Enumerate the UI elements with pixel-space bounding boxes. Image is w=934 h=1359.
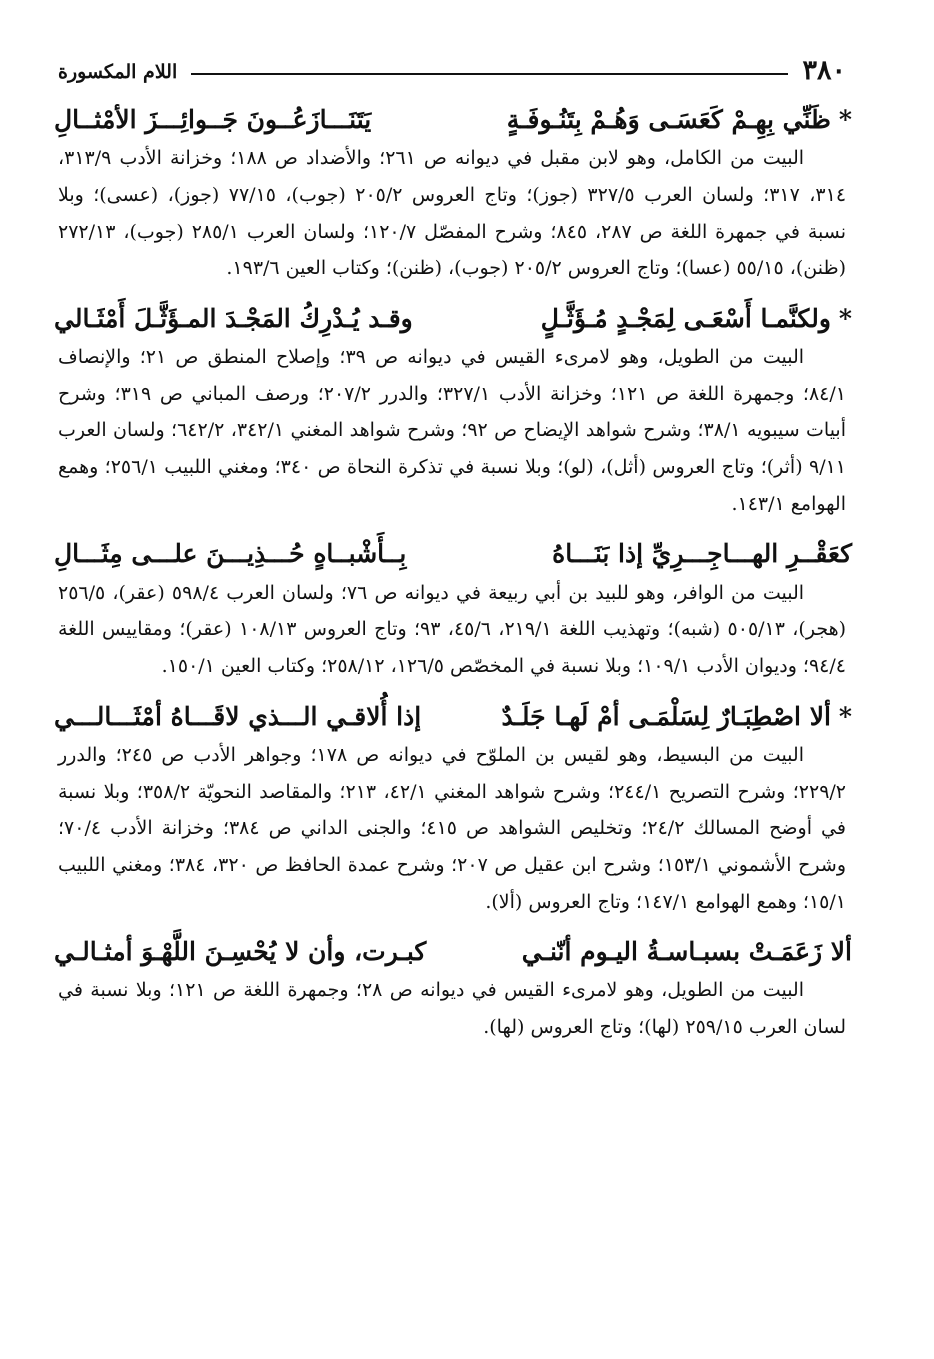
first-hemistich: *ألا اصْطِبَـارٌ لِسَلْمَـى أمْ لَهـا جَلَـدٌ: [501, 701, 852, 731]
second-hemistich: يَتَنَـــازَعُــونَ جَــوائِـــزَ الأمْثــالِ: [54, 105, 372, 134]
verse-line: [54, 699, 852, 735]
running-title: اللام المكسورة: [58, 61, 178, 83]
verse-commentary: البيت من الكامل، وهو لابن مقبل في ديوانه ص ٢٦١؛ والأضداد ص ١٨٨؛ وخزانة الأدب ٣١٣/٩، ٣١٤، ٣١٧؛ ولسان العرب ٣٢٧/٥ (جوز)؛ وتاج العروس ٢٠٥/٢ (جوب)، ٧٧/١٥ (جوز)، (عسى)؛ وبلا نسبة في جمهرة اللغة ص ٢٨٧، ٨٤٥؛ وشرح المفصّل ١٢٠/٧؛ ولسان العرب ٢٨٥/١ (جوب)، ٢٧٢/١٣ (ظنن)، ٥٥/١٥ (عسا)؛ وتاج العروس ٢٠٥/٢ (جوب)، (ظنن)؛ وكتاب العين ١٩٣/٦.: [58, 147, 847, 280]
verse-line: [54, 934, 852, 970]
second-hemistich: إذا أُلاقـي الـــذي لاقَـــاهُ أمْثَـــالـــي: [54, 701, 422, 731]
second-hemistich: وقـد يُـدْرِكُ المَجْـدَ المـؤَثَّـلَ أَمْثَـالي: [54, 303, 413, 333]
star-marker: *: [838, 105, 852, 134]
header-rule: [191, 73, 788, 75]
verse-line: [54, 536, 852, 572]
verse-entry-3: [54, 536, 852, 684]
star-marker: *: [838, 303, 852, 333]
second-hemistich: كبـرت، وأن لا يُحْسِـنَ اللَّهْـوَ أمثـالـي: [54, 937, 427, 967]
verse-entry-4: [54, 699, 852, 921]
verse-line: [54, 301, 852, 337]
verse-line: [54, 102, 852, 138]
verse-commentary: البيت من الطويل، وهو لامرىء القيس في ديوانه ص ٣٩؛ وإصلاح المنطق ص ٢١؛ والإنصاف ٨٤/١؛ وجمهرة اللغة ص ١٢١؛ وخزانة الأدب ٣٢٧/١؛ والدرر ٢٠٧/٢؛ ورصف المباني ص ٣١٩؛ وشرح أبيات سيبويه ٣٨/١؛ وشرح شواهد الإيضاح ص ٩٢؛ وشرح شواهد المغني ٣٤٢/١، ٦٤٢/٢؛ ولسان العرب ٩/١١ (أثر)؛ وتاج العروس (أثل)، (لو)؛ وبلا نسبة في تذكرة النحاة ص ٣٤٠؛ ومغني اللبيب ٢٥٦/١؛ وهمع الهوامع ١٤٣/١.: [58, 346, 847, 515]
verse-entry-1: [54, 102, 852, 287]
first-hemistich: *ولكنَّمـا أَسْعَـى لِمَجْـدٍ مُـؤَثَّـلٍ: [540, 303, 852, 333]
verse-commentary: البيت من الطويل، وهو لامرىء القيس في ديوانه ص ٢٨؛ وجمهرة اللغة ص ١٢١؛ وبلا نسبة في لسان العرب ٢٥٩/١٥ (لها)؛ وتاج العروس (لها).: [58, 979, 846, 1039]
first-hemistich: *ظَنِّي بِهِـمْ كَعَسَـى وَهُـمْ بِتَنُـوفَـةٍ: [506, 105, 852, 134]
verse-entry-5: [54, 934, 852, 1046]
verse-commentary: البيت من الوافر، وهو للبيد بن أبي ربيعة في ديوانه ص ٧٦؛ ولسان العرب ٥٩٨/٤ (عقر)، ٢٥٦/٥ (هجر)، ٥٠٥/١٣ (شبه)؛ وتهذيب اللغة ٢١٩/١، ٤٥/٦، ٩٣؛ وتاج العروس ١٠٨/١٣ (عقر)؛ ومقاييس اللغة ٩٤/٤؛ وديوان الأدب ١٠٩/١؛ وبلا نسبة في المخصّص ١٢٦/٥، ٢٥٨/١٢؛ وكتاب العين ١٥٠/١.: [58, 581, 847, 677]
first-hemistich: كعَقْــرِ الهـــاجِـــرِيِّ إذا بَنَـــاهُ: [552, 539, 852, 569]
verse-commentary: البيت من البسيط، وهو لقيس بن الملوّح في ديوانه ص ١٧٨؛ وجواهر الأدب ص ٢٤٥؛ والدرر ٢٢٩/٢؛ وشرح التصريح ٢٤٤/١؛ وشرح شواهد المغني ٤٢/١، ٢١٣؛ والمقاصد النحويّة ٣٥٨/٢؛ وبلا نسبة في أوضح المسالك ٢٤/٢؛ وتخليص الشواهد ص ٤١٥؛ والجنى الداني ص ٣٨٤؛ وخزانة الأدب ٧٠/٤؛ وشرح الأشموني ١٥٣/١؛ وشرح ابن عقيل ص ٢٠٧؛ وشرح عمدة الحافظ ص ٣٢٠، ٣٨٤؛ ومغني اللبيب ١٥/١؛ وهمع الهوامع ١٤٧/١؛ وتاج العروس (ألا).: [58, 743, 847, 913]
star-marker: *: [838, 701, 852, 731]
page-number: ٣٨٠: [802, 55, 846, 86]
second-hemistich: بِــأَشْبــاهٍ حُـــذِيـــنَ علـــى مِثَـــالِ: [54, 539, 407, 569]
first-hemistich: ألا زَعَمَـتْ بسبـاسـةُ اليـوم أنّنـي: [521, 937, 852, 967]
page-header: [58, 40, 846, 84]
verse-entry-2: [54, 301, 852, 523]
